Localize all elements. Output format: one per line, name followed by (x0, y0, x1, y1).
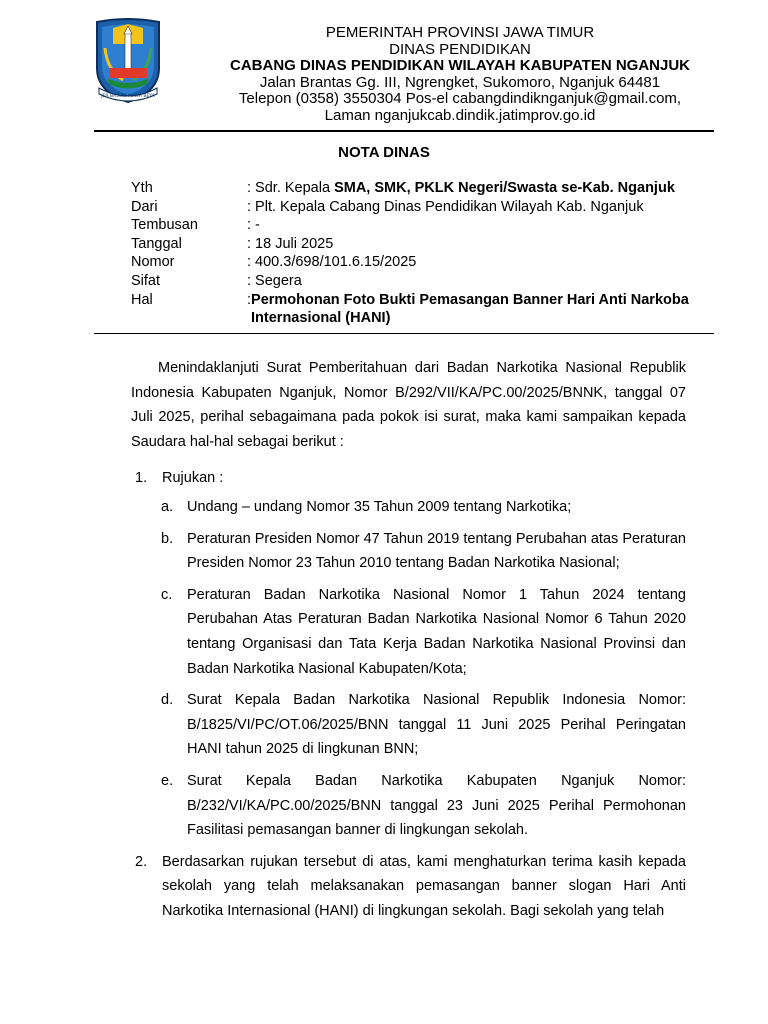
letterhead-address: Jalan Brantas Gg. III, Ngrengket, Sukomoro, Nganjuk 64481 (259, 73, 661, 91)
letterhead-branch: CABANG DINAS PENDIDIKAN WILAYAH KABUPATEN NGANJUK (229, 57, 691, 74)
field-tembusan (131, 216, 707, 235)
field-nomor (131, 253, 707, 272)
field-value-prefix: : Sdr. Kepala (247, 180, 335, 196)
field-value (247, 291, 707, 327)
sub-number: d. (161, 692, 174, 709)
letterhead-government: PEMERINTAH PROVINSI JAWA TIMUR (325, 24, 595, 41)
sub-item-b (158, 527, 686, 576)
sub-number: c. (161, 586, 173, 603)
list-item-1 (131, 466, 686, 491)
sub-text: Peraturan Badan Narkotika Nasional Nomor 1 Tahun 2024 tentang Perubahan Atas Peraturan Badan Narkotika Nasional Nomor 6 Tahun 2020 tentang Organisasi dan Tata Kerja Badan Narkotika Nasional Provinsi dan Badan Narkotika Nasional Kabupaten/Kota; (187, 586, 686, 677)
field-label: Sifat (131, 272, 161, 289)
field-value: : Segera (247, 272, 302, 289)
sub-text: Undang – undang Nomor 35 Tahun 2009 tentang Narkotika; (187, 498, 572, 515)
sub-number: e. (161, 772, 174, 789)
list-item-2 (131, 850, 686, 924)
field-label: Nomor (131, 254, 175, 271)
list-text: Rujukan : (162, 470, 224, 487)
letterhead-phone: Telepon (0358) 3550304 Pos-el cabangdindiknganjuk@gmail.com, (238, 90, 682, 107)
letterhead-website: Laman nganjukcab.dindik.jatimprov.go.id (324, 106, 596, 124)
subject-line-1: Permohonan Foto Bukti Pemasangan Banner Hari Anti Narkoba (251, 291, 689, 308)
sub-item-d (158, 688, 686, 762)
reference-sublist (131, 495, 686, 843)
sub-number: a. (161, 498, 174, 515)
sub-text: Surat Kepala Badan Narkotika Kabupaten Nganjuk Nomor: B/232/VI/KA/PC.00/2025/BNN tanggal 23 Juni 2025 Perihal Permohonan Fasilitasi pemasangan banner di lingkungan sekolah. (187, 772, 686, 839)
memo-header-fields (131, 179, 707, 327)
field-colon: : (247, 291, 252, 308)
sub-item-c (158, 583, 686, 681)
field-value: : 18 Juli 2025 (247, 235, 334, 252)
field-value-bold: SMA, SMK, PKLK Negeri/Swasta se-Kab. Nganjuk (334, 180, 675, 196)
sub-text: Surat Kepala Badan Narkotika Nasional Republik Indonesia Nomor: B/1825/VI/PC/OT.06/2025/BNN tanggal 11 Juni 2025 Perihal Peringatan HANI tahun 2025 di lingkunan BNN; (187, 692, 686, 758)
list-text: Berdasarkan rujukan tersebut di atas, kami menghaturkan terima kasih kepada sekolah yang telah melaksanakan pemasangan banner slogan Hari Anti Narkotika Internasional (HANI) di lingkungan sekolah. Bagi sekolah yang telah (162, 853, 686, 919)
list-number: 2. (135, 853, 148, 870)
field-label: Tanggal (131, 235, 182, 252)
field-sifat (131, 272, 707, 291)
subject-line-2: Internasional (HANI) (251, 309, 391, 326)
field-value (247, 179, 707, 198)
sub-item-e (158, 769, 686, 843)
field-dari (131, 198, 707, 217)
document-title: NOTA DINAS (338, 144, 430, 161)
field-label: Yth (131, 180, 153, 196)
letterhead-divider (94, 130, 714, 132)
field-hal (131, 291, 707, 327)
sub-text: Peraturan Presiden Nomor 47 Tahun 2019 tentang Perubahan atas Peraturan Presiden Nomor 23 Tahun 2010 tentang Badan Narkotika Nasional; (187, 530, 686, 572)
field-value: : Plt. Kepala Cabang Dinas Pendidikan Wilayah Kab. Nganjuk (247, 198, 644, 215)
field-yth (131, 179, 707, 198)
east-java-coat-of-arms-logo (93, 18, 163, 104)
sub-item-a (158, 495, 686, 520)
field-label: Hal (131, 291, 153, 308)
sub-number: b. (161, 530, 174, 547)
field-label: Dari (131, 198, 158, 215)
memo-body (131, 356, 686, 923)
logo-motto: JER BASUKI MAWA BEYA (101, 94, 155, 99)
field-tanggal (131, 235, 707, 254)
letterhead-agency: DINAS PENDIDIKAN (389, 40, 531, 58)
field-value: : - (247, 217, 260, 234)
list-number: 1. (135, 470, 148, 487)
letterhead (160, 25, 760, 124)
field-value: : 400.3/698/101.6.15/2025 (247, 254, 417, 271)
field-label: Tembusan (131, 217, 198, 234)
header-divider (94, 333, 714, 334)
intro-paragraph: Menindaklanjuti Surat Pemberitahuan dari Badan Narkotika Nasional Republik Indonesia Kabupaten Nganjuk, Nomor B/292/VII/KA/PC.00/2025/BNNK, tanggal 07 Juli 2025, perihal sebagaimana pada pokok isi surat, maka kami sampaikan kepada Saudara hal-hal sebagai berikut : (131, 360, 686, 450)
